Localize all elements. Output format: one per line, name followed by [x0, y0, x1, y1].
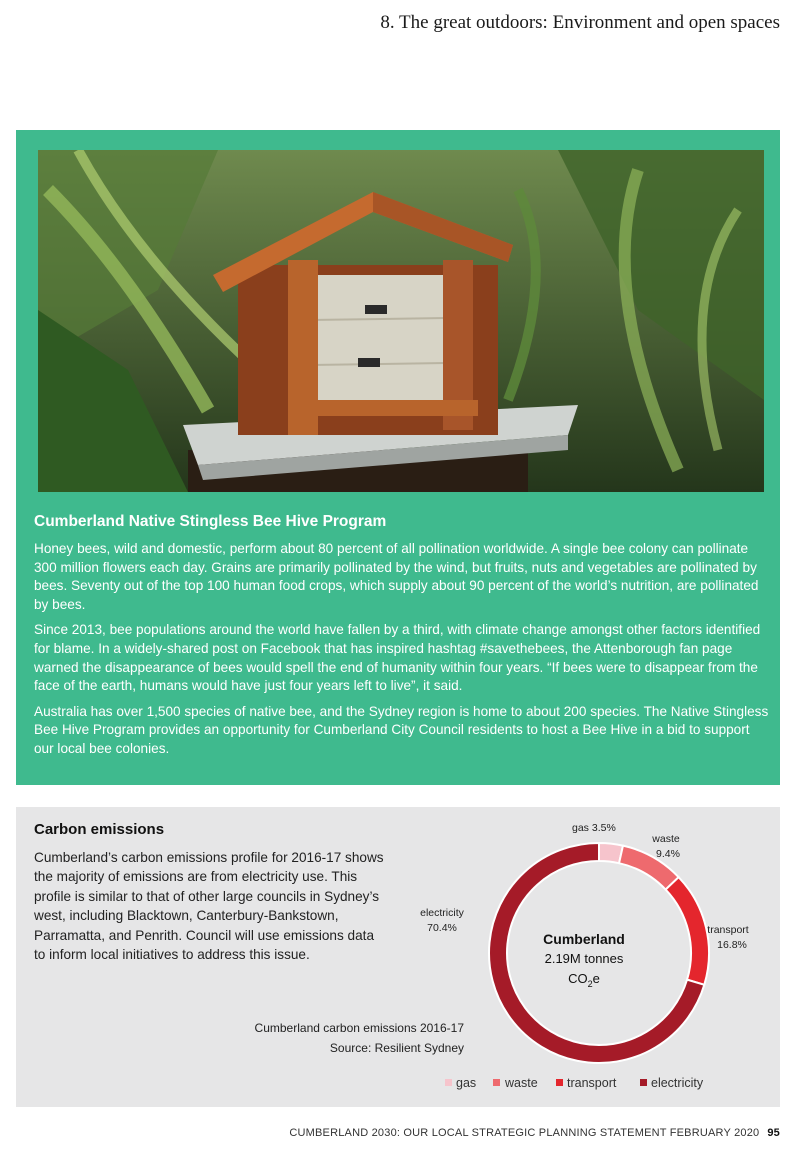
label-waste-name: waste: [652, 833, 680, 845]
legend-swatch-transport: [556, 1079, 563, 1086]
center-title: Cumberland: [543, 931, 625, 947]
donut-slice-transport: [666, 877, 709, 985]
chart-source: Source: Resilient Sydney: [329, 1041, 464, 1055]
emissions-donut-chart: [16, 807, 780, 1107]
footer-text: CUMBERLAND 2030: OUR LOCAL STRATEGIC PLANNING STATEMENT FEBRUARY 2020: [289, 1127, 760, 1139]
bee-program-panel: [16, 130, 780, 785]
page-footer: [289, 1127, 780, 1139]
bee-program-title: Cumberland Native Stingless Bee Hive Program: [34, 513, 387, 530]
legend-label-transport: transport: [567, 1076, 617, 1090]
label-electricity-name: electricity: [420, 907, 464, 919]
bee-paragraph: Since 2013, bee populations around the world have fallen by a third, with climate change amongst other factors identified for blame. In a widely-shared post on Facebook that has inspired hashtag #savethebees, the Attenborough fan page warned the disappearance of bees would spell the end of humanity within four years. “If bees were to disappear from the face of the earth, humans would have just four years left to live”, it said.: [34, 622, 761, 694]
legend-label-gas: gas: [456, 1076, 477, 1090]
legend-label-electricity: electricity: [651, 1076, 704, 1090]
carbon-title: Carbon emissions: [34, 821, 165, 838]
bee-hive-illustration: [38, 150, 764, 492]
bee-paragraph: Honey bees, wild and domestic, perform about 80 percent of all pollination worldwide. A single bee colony can pollinate 300 million flowers each day. Grains are primarily pollinated by the wind, but fruits, nuts and vegetables are pollinated by bees. Seventy out of the top 100 human food crops, which supply about 90 percent of the world’s nutrition, are pollinated by bees.: [34, 541, 759, 612]
center-value: 2.19M tonnes: [544, 951, 624, 966]
legend-swatch-electricity: [640, 1079, 647, 1086]
label-gas: gas 3.5%: [572, 822, 616, 834]
chart-caption: Cumberland carbon emissions 2016-17: [254, 1021, 464, 1035]
chart-legend: [445, 1076, 704, 1090]
page-section-title: 8. The great outdoors: Environment and open spaces: [380, 12, 780, 33]
label-waste-value: 9.4%: [656, 848, 680, 860]
legend-label-waste: waste: [505, 1076, 538, 1090]
bee-hive-photo: [38, 150, 764, 492]
bee-paragraph: Australia has over 1,500 species of native bee, and the Sydney region is home to about 200 species. The Native Stingless Bee Hive Program provides an opportunity for Cumberland City Council residents to host a Bee Hive in a bid to support our local bee colonies.: [34, 703, 769, 756]
label-transport-value: 16.8%: [717, 939, 747, 951]
label-electricity-value: 70.4%: [427, 922, 457, 934]
legend-swatch-waste: [493, 1079, 500, 1086]
carbon-emissions-panel: [16, 807, 780, 1107]
page-number: 95: [767, 1127, 780, 1139]
center-unit: $CO_2e$: [568, 971, 600, 989]
label-transport-name: transport: [707, 924, 749, 936]
carbon-description: Cumberland’s carbon emissions profile for 2016-17 shows the majority of emissions are from electricity use. This profile is similar to that of other large councils in Sydney’s west, including Blacktown, Canterbury-Bankstown, Parramatta, and Penrith. Council will use emissions data to inform local initiatives to address this issue.: [34, 850, 384, 963]
bee-program-body: [34, 540, 770, 766]
legend-swatch-gas: [445, 1079, 452, 1086]
